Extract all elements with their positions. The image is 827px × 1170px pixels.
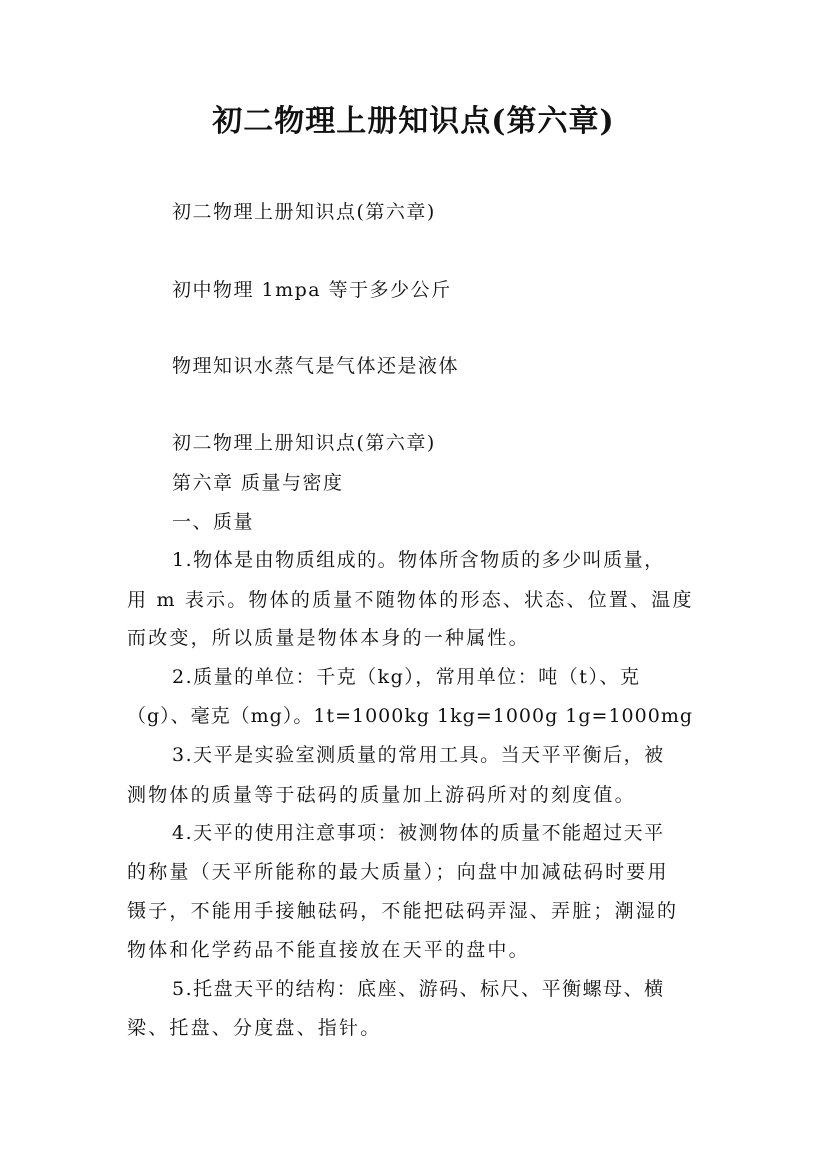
- paragraph-2-line-1: 2.质量的单位：千克（kg），常用单位：吨（t）、克: [172, 666, 641, 688]
- paragraph-4-line-4: 物体和化学药品不能直接放在天平的盘中。: [127, 939, 530, 961]
- paragraph-5-line-1: 5.托盘天平的结构：底座、游码、标尺、平衡螺母、横: [172, 978, 665, 1000]
- paragraph-4-line-3: 镊子，不能用手接触砝码，不能把砝码弄湿、弄脏；潮湿的: [127, 900, 679, 922]
- chapter-heading: 第六章 质量与密度: [172, 472, 344, 494]
- paragraph-1-line-3: 而改变，所以质量是物体本身的一种属性。: [127, 627, 530, 649]
- paragraph-4-line-2: 的称量（天平所能称的最大质量）；向盘中加减砝码时要用: [127, 861, 669, 883]
- intro-line-2: 初中物理 1mpa 等于多少公斤: [172, 279, 452, 301]
- paragraph-3-line-1: 3.天平是实验室测质量的常用工具。当天平平衡后，被: [172, 744, 665, 766]
- section-title: 初二物理上册知识点(第六章): [172, 432, 436, 454]
- subsection-heading: 一、质量: [172, 511, 255, 533]
- paragraph-4-line-1: 4.天平的使用注意事项：被测物体的质量不能超过天平: [172, 822, 665, 844]
- paragraph-3-line-2: 测物体的质量等于砝码的质量加上游码所对的刻度值。: [127, 784, 636, 806]
- intro-line-3: 物理知识水蒸气是气体还是液体: [172, 355, 460, 377]
- paragraph-1-line-1: 1.物体是由物质组成的。物体所含物质的多少叫质量，: [172, 549, 665, 571]
- paragraph-1-line-2: 用 m 表示。物体的质量不随物体的形态、状态、位置、温度: [127, 589, 694, 611]
- intro-line-1: 初二物理上册知识点(第六章): [172, 201, 436, 223]
- paragraph-5-line-2: 梁、托盘、分度盘、指针。: [127, 1017, 382, 1039]
- page-title: 初二物理上册知识点(第六章): [212, 104, 615, 139]
- paragraph-2-line-2: （g）、毫克（mg）。1t=1000kg 1kg=1000g 1g=1000mg: [127, 705, 693, 727]
